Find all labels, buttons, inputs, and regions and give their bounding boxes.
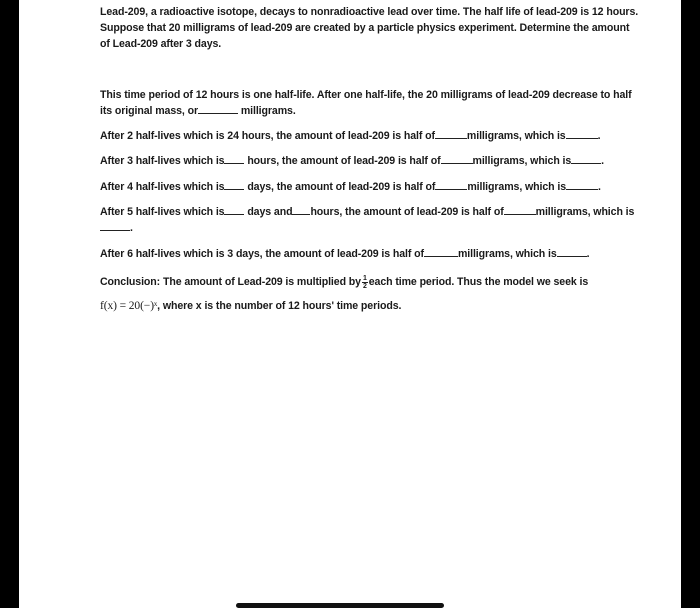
answer-blank[interactable] [224, 154, 244, 164]
document-page [19, 0, 681, 608]
one-half-fraction: $\frac{1}{2}$ [362, 274, 367, 290]
step-two-half-lives: After 2 half-lives which is 24 hours, the amount of lead-209 is half of milligrams, which is . [100, 130, 601, 142]
answer-blank[interactable] [435, 129, 467, 139]
answer-blank[interactable] [557, 247, 587, 257]
answer-blank[interactable] [571, 154, 601, 164]
step-one-half-life: This time period of 12 hours is one half-life. After one half-life, the 20 milligrams of lead-209 decrease to half its original mass, or milligrams. [100, 89, 632, 117]
step-five-half-lives: After 5 half-lives which is days and hours, the amount of lead-209 is half of milligrams, which is . [100, 206, 635, 234]
home-indicator[interactable] [236, 603, 444, 608]
formula: f(x) = 20(−)ˣ [100, 300, 158, 312]
answer-blank[interactable] [100, 221, 130, 231]
answer-blank[interactable] [504, 205, 536, 215]
step-three-half-lives: After 3 half-lives which is hours, the amount of lead-209 is half of milligrams, which is . [100, 155, 605, 167]
answer-blank[interactable] [435, 180, 467, 190]
answer-blank[interactable] [566, 129, 598, 139]
answer-blank[interactable] [292, 205, 310, 215]
answer-blank[interactable] [224, 180, 244, 190]
answer-blank[interactable] [424, 247, 458, 257]
step-six-half-lives: After 6 half-lives which is 3 days, the amount of lead-209 is half of milligrams, which is . [100, 248, 590, 260]
model-formula: f(x) = 20(−)ˣ, where x is the number of 12 hours' time periods. [100, 300, 402, 312]
answer-blank[interactable] [224, 205, 244, 215]
step-four-half-lives: After 4 half-lives which is days, the amount of lead-209 is half of milligrams, which is . [100, 181, 601, 193]
answer-blank[interactable] [566, 180, 598, 190]
answer-blank[interactable] [441, 154, 473, 164]
problem-intro: Lead-209, a radioactive isotope, decays to nonradioactive lead over time. The half life of lead-209 is 12 hours. Suppose that 20 milligrams of lead-209 are created by a particle physics experiment. Determine the amount of Lead-209 after 3 days. [100, 6, 639, 50]
answer-blank[interactable] [198, 104, 238, 114]
conclusion: Conclusion: The amount of Lead-209 is multiplied by $\frac{1}{2}$ each time period. Thus the model we seek is [100, 274, 589, 290]
